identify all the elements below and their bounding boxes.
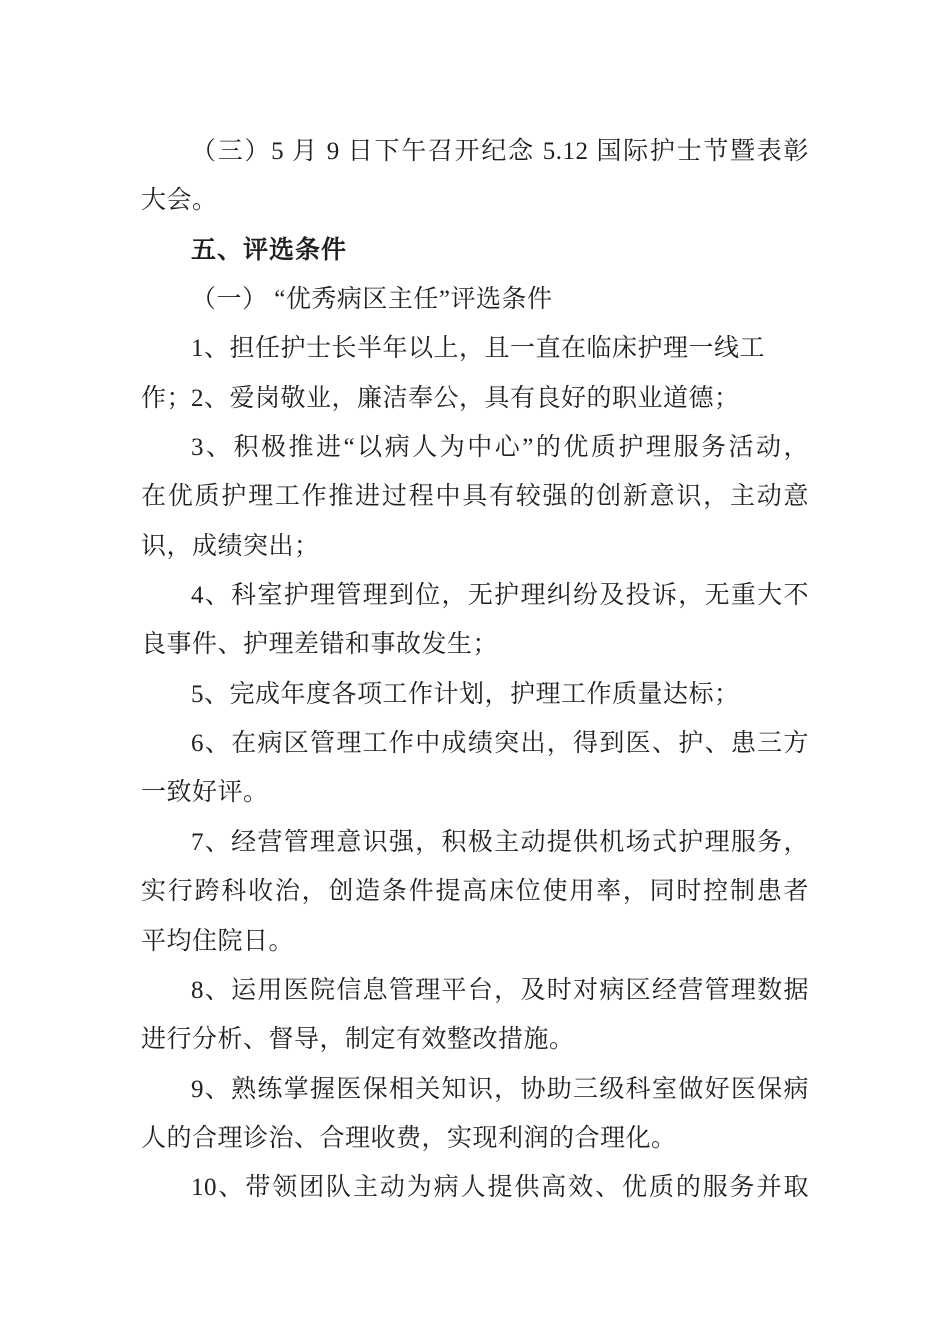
section-heading-paragraph	[141, 226, 809, 275]
text-line: 识，成绩突出；	[141, 532, 320, 560]
body-paragraph	[141, 818, 809, 966]
text-line: 人的合理诊治、合理收费，实现利润的合理化。	[141, 1124, 677, 1152]
body-paragraph	[141, 670, 809, 719]
text-line: 2、爱岗敬业，廉洁奉公，具有良好的职业道德；	[191, 384, 740, 412]
body-paragraph	[141, 275, 809, 324]
text-line: 良事件、护理差错和事故发生；	[141, 631, 499, 659]
text-line: （一） “优秀病区主任”评选条件	[191, 286, 553, 314]
text-line: 6、在病区管理工作中成绩突出，得到医、护、患三方	[191, 730, 809, 758]
body-paragraph	[141, 423, 809, 571]
text-line: 10、带领团队主动为病人提供高效、优质的服务并取	[191, 1174, 809, 1202]
text-line: 8、运用医院信息管理平台，及时对病区经营管理数据	[191, 976, 809, 1004]
text-line: 大会。	[141, 187, 218, 215]
text-line: 在优质护理工作推进过程中具有较强的创新意识，主动意	[141, 483, 809, 511]
document-body	[141, 127, 809, 1213]
text-line: （三）5 月 9 日下午召开纪念 5.12 国际护士节暨表彰	[191, 138, 809, 165]
body-paragraph	[141, 374, 809, 423]
text-line: 7、经营管理意识强，积极主动提供机场式护理服务，	[191, 828, 809, 856]
section-heading-line: 五、评选条件	[191, 235, 348, 264]
text-line: 一致好评。	[141, 779, 269, 807]
text-line: 平均住院日。	[141, 927, 295, 955]
body-paragraph	[141, 571, 809, 670]
text-line: 进行分析、督导，制定有效整改措施。	[141, 1026, 575, 1054]
body-paragraph	[141, 127, 809, 226]
text-line: 4、科室护理管理到位，无护理纠纷及投诉，无重大不	[191, 582, 809, 610]
body-paragraph	[141, 719, 809, 818]
text-line: 实行跨科收治，创造条件提高床位使用率，同时控制患者	[141, 878, 809, 906]
body-paragraph	[141, 966, 809, 1065]
text-line: 1、担任护士长半年以上，且一直在临床护理一线工作；	[141, 335, 766, 412]
body-paragraph	[141, 1065, 809, 1164]
text-line: 9、熟练掌握医保相关知识，协助三级科室做好医保病	[191, 1075, 809, 1103]
body-paragraph	[141, 1163, 809, 1212]
text-line: 5、完成年度各项工作计划，护理工作质量达标；	[191, 680, 740, 708]
text-line: 3、积极推进“以病人为中心”的优质护理服务活动，	[191, 434, 809, 462]
